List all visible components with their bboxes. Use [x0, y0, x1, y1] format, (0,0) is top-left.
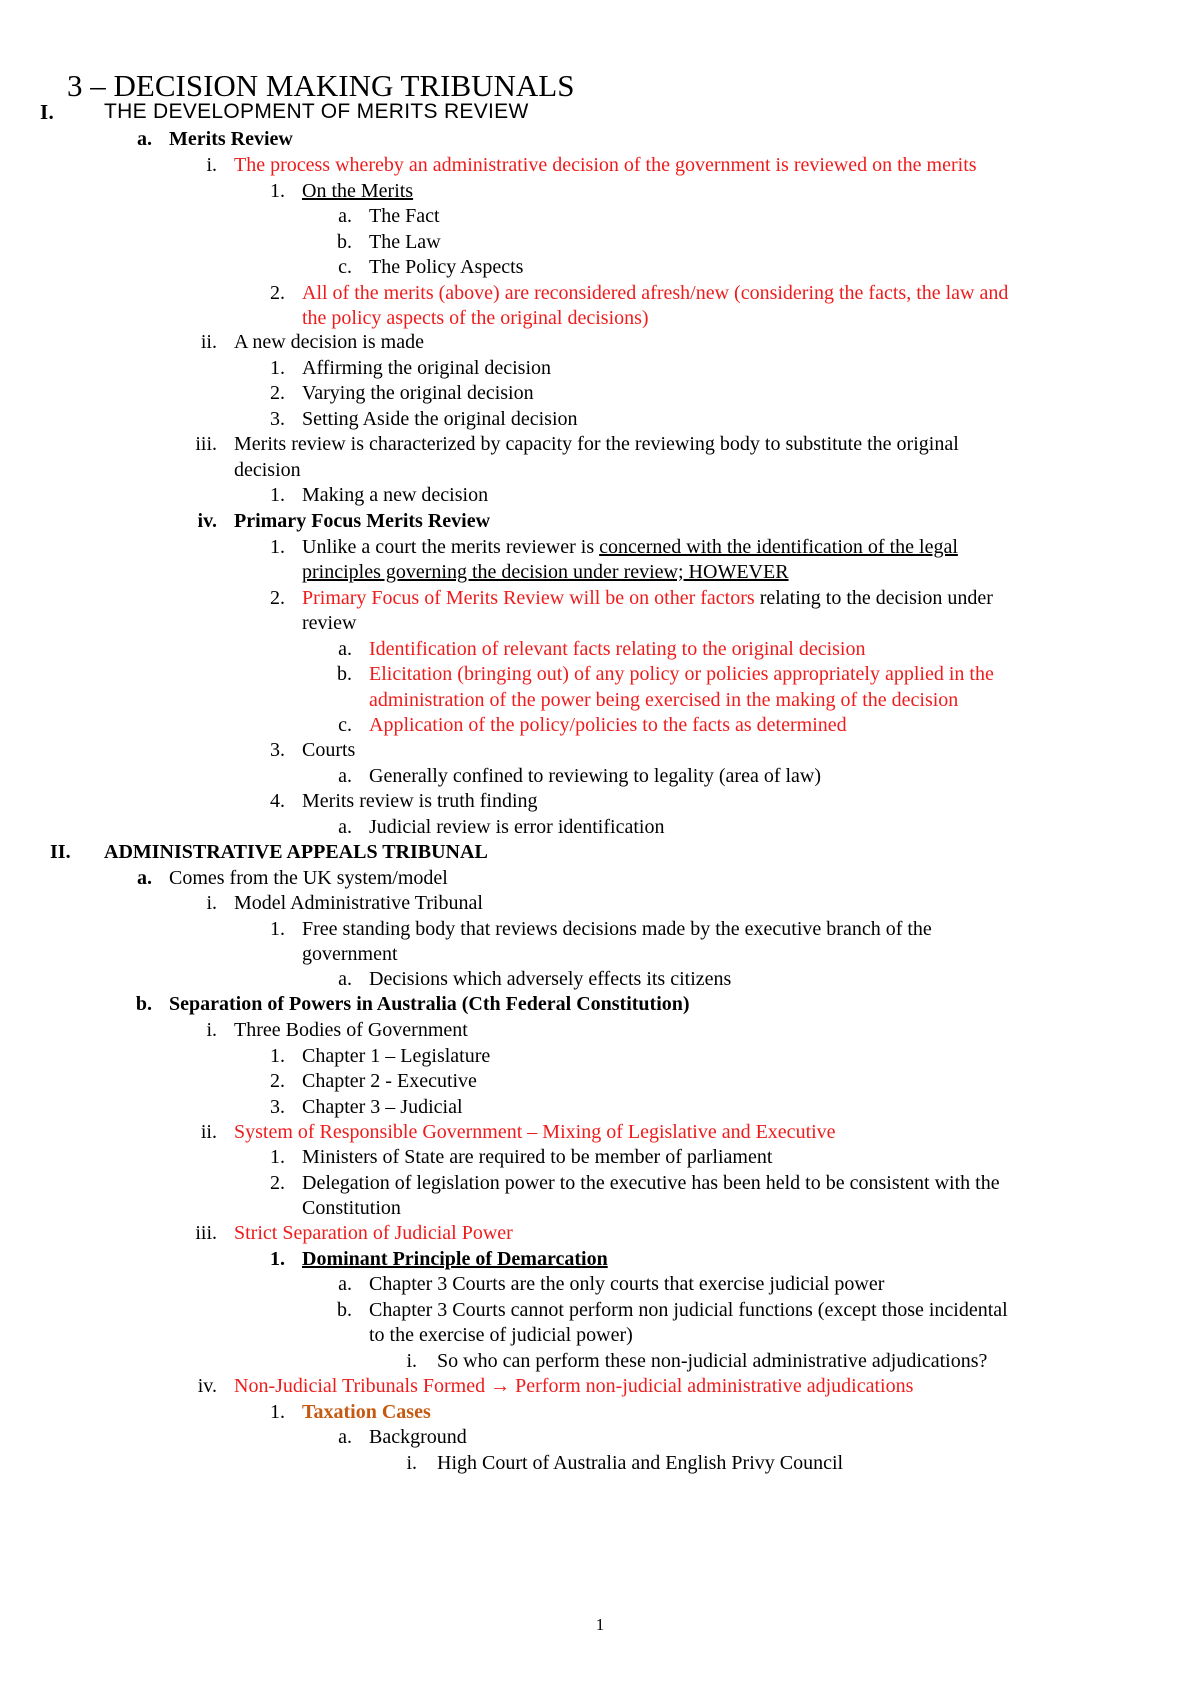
document-page: 3 – DECISION MAKING TRIBUNALS I. THE DEVELOPMENT OF MERITS REVIEW a. Merits Review i. The process whereby an administrative decision of the government is reviewed on the merits 1. On the Merits a. The Fact b. The Law c. The Policy Aspects 2. All of the merits (above) are reconsidered afresh/new (considering the facts, the law and the policy aspects of the original decisions) ii. A new decision is made 1. Affirming the original decision 2. Varying the original decision 3. Setting Aside the original decision iii. Merits review is characterized by capacity for the reviewing body to substitute the original decision 1. Making a new decision iv. Primary Focus Merits Review 1. Unlike a court the merits reviewer is concerned with the identification of the legal principles governing the decision under review; HOWEVER 2. Primary Focus of Merits Review will be on other factors relating to the decision under review a. Identification of relevant facts relating to the original decision b. Elicitation (bringing out) of any policy or policies appropriately applied in the administration of the power being exercised in the making of the decision c. Application of the policy/policies to the facts as determined 3. Courts a. Generally confined to reviewing to legality (area of law) 4. Merits review is truth finding a. Judicial review is error identification II. ADMINISTRATIVE APPEALS TRIBUNAL a. Comes from the UK system/model i. Model Administrative Tribunal 1. Free standing body that reviews decisions made by the executive branch of the government a. Decisions which adversely effects its citizens b. Separation of Powers in Australia (Cth Federal Constitution) i. Three Bodies of Government 1. Chapter 1 – Legislature 2. Chapter 2 - Executive 3. Chapter 3 – Judicial ii. System of Responsible Government – Mixing of Legislative and Executive 1. Ministers of State are required to be member of parliament 2. Delegation of legislation power to the executive has been held to be consistent with the Constitution iii. Strict Separation of Judicial Power 1. Dominant Principle of Demarcation a. Chapter 3 Courts are the only courts that exercise judicial power b. Chapter 3 Courts cannot perform non judicial functions (except those incidental to the exercise of judicial power) i. So who can perform these non-judicial administrative adjudications? iv. Non-Judicial Tribunals Formed → Perform non-judicial administrative adjudications 1. Taxation Cases a. Background i. High Court of Australia and English Privy Council 1	[0, 0, 1200, 1698]
arrow-right-icon: →	[490, 1375, 511, 1397]
page-number: 1	[595, 1615, 605, 1634]
